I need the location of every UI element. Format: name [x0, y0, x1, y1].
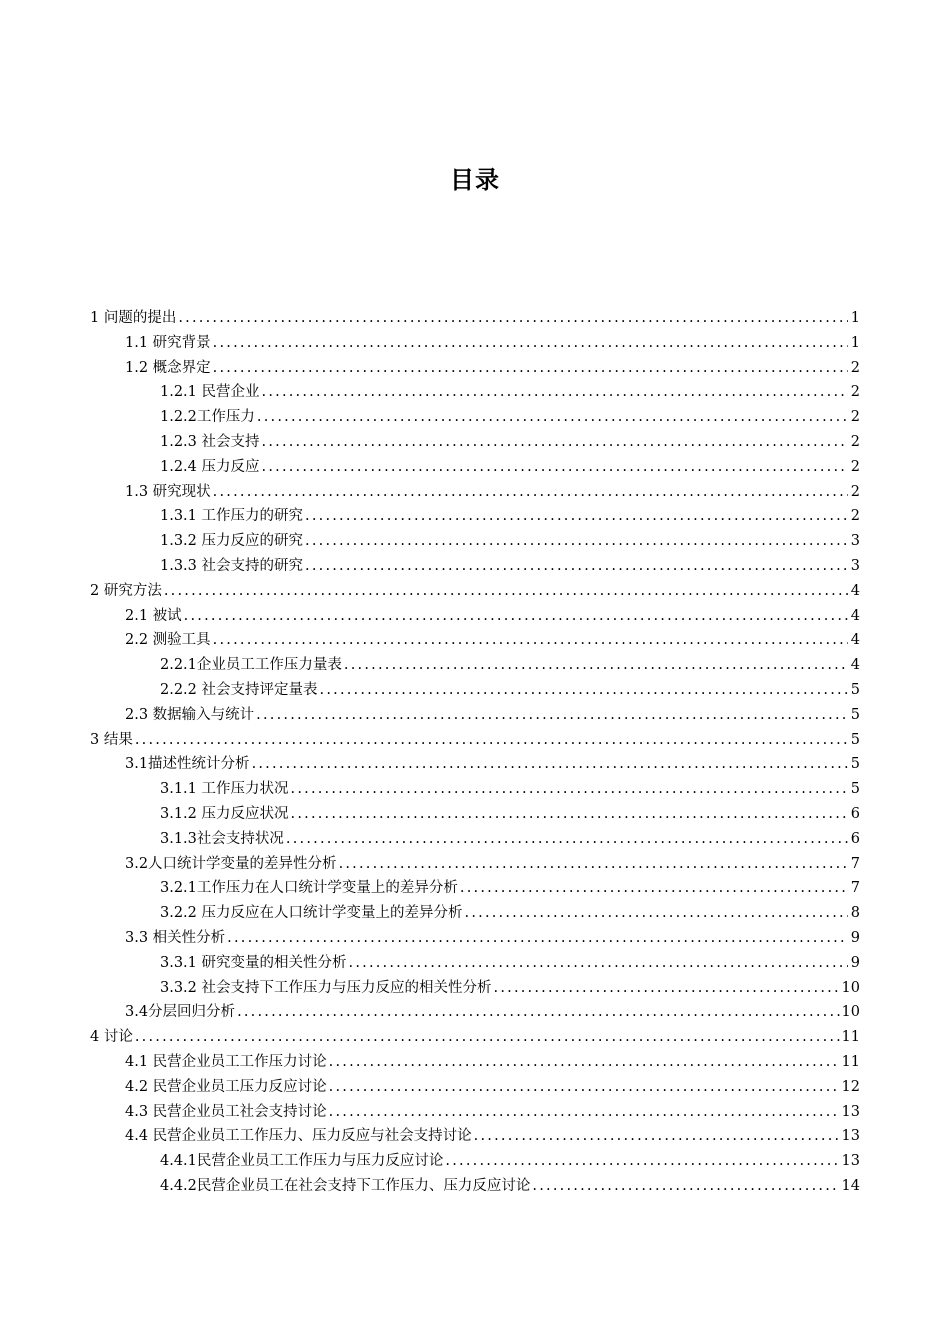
toc-entry-label: 3.1.2 压力反应状况	[160, 805, 289, 822]
toc-entry-page-number: 1	[850, 334, 860, 351]
toc-entry-label: 4.1 民营企业员工工作压力讨论	[125, 1053, 327, 1070]
toc-entry-page-number: 7	[850, 855, 860, 872]
toc-entry[interactable]	[90, 628, 860, 653]
dot-leader	[237, 1000, 839, 1025]
toc-entry[interactable]	[90, 356, 860, 381]
toc-entry-page-number: 8	[850, 905, 860, 922]
dot-leader	[164, 579, 848, 604]
dot-leader	[320, 678, 848, 703]
dot-leader	[329, 1050, 840, 1075]
toc-entry-label: 2.3 数据输入与统计	[125, 706, 255, 723]
dot-leader	[178, 306, 848, 331]
toc-entry-page-number: 2	[850, 483, 860, 500]
toc-entry[interactable]	[90, 579, 860, 604]
toc-entry[interactable]	[90, 1174, 860, 1199]
toc-entry[interactable]	[90, 529, 860, 554]
dot-leader	[465, 901, 848, 926]
toc-entry-page-number: 2	[850, 508, 860, 525]
dot-leader	[291, 777, 848, 802]
toc-entry-page-number: 2	[850, 384, 860, 401]
toc-entry-page-number: 5	[850, 731, 860, 748]
toc-entry-page-number: 4	[850, 582, 860, 599]
dot-leader	[213, 331, 848, 356]
dot-leader	[291, 802, 848, 827]
toc-entry-label: 3.2人口统计学变量的差异性分析	[125, 855, 337, 872]
dot-leader	[213, 628, 848, 653]
toc-entry[interactable]	[90, 703, 860, 728]
toc-entry-label: 4.4.1民营企业员工工作压力与压力反应讨论	[160, 1153, 444, 1170]
toc-entry[interactable]	[90, 926, 860, 951]
toc-entry[interactable]	[90, 604, 860, 629]
toc-entry-label: 2.1 被试	[125, 607, 182, 624]
toc-entry-label: 4.2 民营企业员工压力反应讨论	[125, 1078, 327, 1095]
dot-leader	[344, 653, 848, 678]
dot-leader	[329, 1100, 840, 1125]
toc-entry-page-number: 5	[850, 781, 860, 798]
toc-entry[interactable]	[90, 504, 860, 529]
toc-entry-page-number: 2	[850, 433, 860, 450]
toc-entry-page-number: 3	[850, 533, 860, 550]
dot-leader	[184, 604, 848, 629]
dot-leader	[213, 356, 848, 381]
dot-leader	[305, 504, 848, 529]
toc-entry-page-number: 10	[841, 979, 860, 996]
toc-entry-page-number: 10	[841, 1004, 860, 1021]
toc-entry-page-number: 3	[850, 557, 860, 574]
toc-entry[interactable]	[90, 901, 860, 926]
toc-entry[interactable]	[90, 777, 860, 802]
dot-leader	[252, 752, 848, 777]
dot-leader	[262, 455, 848, 480]
toc-entry-page-number: 13	[841, 1153, 860, 1170]
dot-leader	[494, 976, 840, 1001]
toc-entry-label: 4 讨论	[90, 1029, 133, 1046]
toc-entry[interactable]	[90, 380, 860, 405]
toc-entry[interactable]	[90, 728, 860, 753]
toc-entry-label: 1.3.2 压力反应的研究	[160, 533, 304, 550]
toc-entry-label: 1.1 研究背景	[125, 334, 211, 351]
toc-entry[interactable]	[90, 430, 860, 455]
toc-entry-page-number: 7	[850, 880, 860, 897]
dot-leader	[135, 728, 848, 753]
table-of-contents	[90, 306, 860, 1199]
dot-leader	[262, 430, 848, 455]
toc-entry-page-number: 6	[850, 830, 860, 847]
toc-entry-page-number: 13	[841, 1128, 860, 1145]
dot-leader	[474, 1124, 840, 1149]
toc-entry-page-number: 5	[850, 706, 860, 723]
toc-entry-label: 1.2.2工作压力	[160, 409, 255, 426]
toc-entry-label: 3.2.2 压力反应在人口统计学变量上的差异分析	[160, 905, 463, 922]
toc-entry-label: 3 结果	[90, 731, 133, 748]
toc-entry[interactable]	[90, 1075, 860, 1100]
toc-entry[interactable]	[90, 405, 860, 430]
toc-entry[interactable]	[90, 455, 860, 480]
toc-entry[interactable]	[90, 852, 860, 877]
toc-entry[interactable]	[90, 752, 860, 777]
toc-entry[interactable]	[90, 554, 860, 579]
toc-entry[interactable]	[90, 480, 860, 505]
toc-entry-label: 4.3 民营企业员工社会支持讨论	[125, 1103, 327, 1120]
toc-entry-page-number: 2	[850, 458, 860, 475]
toc-entry-label: 4.4.2民营企业员工在社会支持下工作压力、压力反应讨论	[160, 1177, 531, 1194]
toc-entry-label: 3.1.3社会支持状况	[160, 830, 284, 847]
toc-entry-label: 3.1.1 工作压力状况	[160, 781, 289, 798]
toc-entry-page-number: 2	[850, 409, 860, 426]
toc-entry-label: 2.2.1企业员工工作压力量表	[160, 657, 342, 674]
toc-entry-label: 1.3 研究现状	[125, 483, 211, 500]
dot-leader	[329, 1075, 840, 1100]
toc-entry-label: 1.2.1 民营企业	[160, 384, 260, 401]
dot-leader	[532, 1174, 839, 1199]
toc-entry[interactable]	[90, 306, 860, 331]
toc-entry-page-number: 11	[841, 1053, 860, 1070]
toc-entry-label: 2.2 测验工具	[125, 632, 211, 649]
toc-entry[interactable]	[90, 653, 860, 678]
toc-entry-label: 3.3 相关性分析	[125, 929, 226, 946]
toc-entry-page-number: 11	[841, 1029, 860, 1046]
toc-entry-page-number: 12	[841, 1078, 860, 1095]
dot-leader	[286, 827, 848, 852]
toc-entry-label: 1.2.4 压力反应	[160, 458, 260, 475]
toc-entry-label: 1.3.3 社会支持的研究	[160, 557, 304, 574]
toc-entry-label: 3.2.1工作压力在人口统计学变量上的差异分析	[160, 880, 458, 897]
toc-entry-label: 2.2.2 社会支持评定量表	[160, 681, 318, 698]
dot-leader	[445, 1149, 839, 1174]
toc-entry-page-number: 1	[850, 310, 860, 326]
toc-entry-label: 3.3.2 社会支持下工作压力与压力反应的相关性分析	[160, 979, 492, 996]
toc-entry-label: 1 问题的提出	[90, 310, 177, 326]
toc-entry-page-number: 5	[850, 756, 860, 773]
dot-leader	[257, 405, 848, 430]
toc-entry[interactable]	[90, 951, 860, 976]
toc-entry-label: 4.4 民营企业员工工作压力、压力反应与社会支持讨论	[125, 1128, 472, 1145]
toc-entry[interactable]	[90, 1000, 860, 1025]
dot-leader	[256, 703, 848, 728]
toc-entry[interactable]	[90, 678, 860, 703]
toc-entry-label: 3.3.1 研究变量的相关性分析	[160, 954, 347, 971]
dot-leader	[305, 529, 848, 554]
toc-entry[interactable]	[90, 1124, 860, 1149]
toc-entry-label: 1.2.3 社会支持	[160, 433, 260, 450]
toc-entry[interactable]	[90, 827, 860, 852]
toc-entry-page-number: 4	[850, 657, 860, 674]
toc-entry-page-number: 9	[850, 929, 860, 946]
toc-entry[interactable]	[90, 1025, 860, 1050]
page-title: 目录	[450, 166, 500, 194]
toc-entry-page-number: 13	[841, 1103, 860, 1120]
toc-entry-page-number: 4	[850, 632, 860, 649]
toc-entry-page-number: 6	[850, 805, 860, 822]
dot-leader	[135, 1025, 840, 1050]
toc-entry-label: 1.2 概念界定	[125, 359, 211, 376]
toc-entry-page-number: 14	[841, 1177, 860, 1194]
dot-leader	[349, 951, 848, 976]
toc-entry-page-number: 2	[850, 359, 860, 376]
dot-leader	[460, 876, 848, 901]
toc-entry-label: 3.4分层回归分析	[125, 1004, 236, 1021]
toc-entry[interactable]	[90, 802, 860, 827]
toc-entry[interactable]	[90, 1149, 860, 1174]
dot-leader	[339, 852, 848, 877]
toc-entry[interactable]	[90, 1050, 860, 1075]
toc-entry-label: 1.3.1 工作压力的研究	[160, 508, 304, 525]
toc-entry-page-number: 5	[850, 681, 860, 698]
dot-leader	[305, 554, 848, 579]
dot-leader	[227, 926, 848, 951]
toc-entry[interactable]	[90, 976, 860, 1001]
toc-entry[interactable]	[90, 876, 860, 901]
toc-entry-label: 2 研究方法	[90, 582, 162, 599]
toc-entry-page-number: 4	[850, 607, 860, 624]
toc-entry[interactable]	[90, 331, 860, 356]
toc-entry-page-number: 9	[850, 954, 860, 971]
dot-leader	[213, 480, 848, 505]
toc-entry-label: 3.1描述性统计分析	[125, 756, 250, 773]
dot-leader	[262, 380, 848, 405]
toc-entry[interactable]	[90, 1100, 860, 1125]
